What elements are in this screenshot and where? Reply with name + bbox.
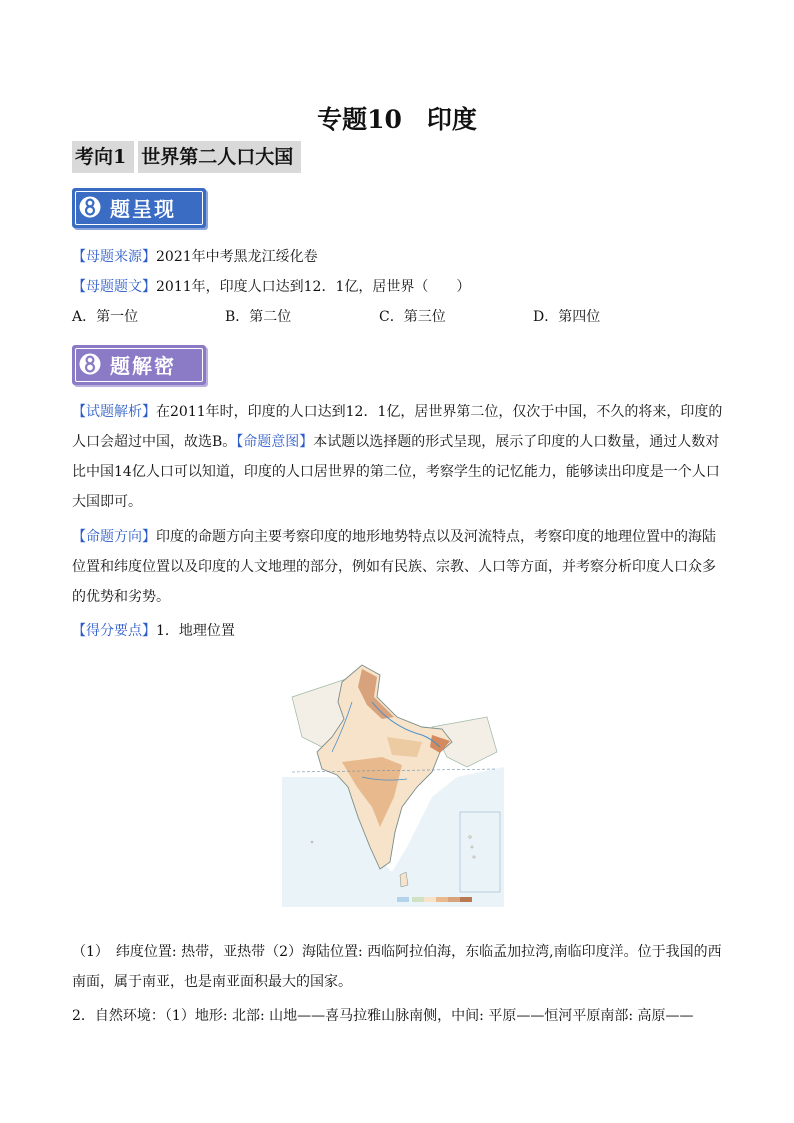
number-8-icon xyxy=(79,195,101,219)
direction-text: 印度的命题方向主要考察印度的地形地势特点以及河流特点，考察印度的地理位置中的海陆位置和纬度位置以及印度的人文地理的部分，例如有民族、宗教、人口等方面，并考察分析印度人口众多的优势和劣势。 xyxy=(72,529,716,605)
points-line xyxy=(72,616,724,646)
source-label: 【母题来源】 xyxy=(72,249,156,265)
analysis-badge xyxy=(72,345,206,385)
direction-paragraph xyxy=(72,522,724,612)
source-line xyxy=(72,242,724,272)
page-title: 专题10 印度 xyxy=(317,105,477,134)
option-a: A．第一位 xyxy=(72,309,139,325)
section-header xyxy=(72,141,301,173)
option-d: D．第四位 xyxy=(533,309,601,325)
badge-label: 题呈现 xyxy=(110,197,176,221)
question-line xyxy=(72,272,724,302)
badge-label: 题解密 xyxy=(110,354,176,378)
question-badge xyxy=(72,188,206,228)
points-label: 【得分要点】 xyxy=(72,623,156,639)
points-text: 1．地理位置 xyxy=(156,623,235,639)
intent-label: 【命题意图】 xyxy=(236,434,314,450)
location-paragraph: （1） 纬度位置: 热带，亚热带（2）海陆位置: 西临阿拉伯海，东临孟加拉湾,南临印度洋。位于我国的西南面，属于南亚，也是南亚面积最大的国家。 xyxy=(72,944,722,990)
analysis-label: 【试题解析】 xyxy=(72,404,156,420)
number-8-icon xyxy=(79,352,101,376)
section-title: 世界第二人口大国 xyxy=(138,141,301,173)
question-text: 2011年，印度人口达到12．1亿，居世界（ ） xyxy=(156,279,471,295)
direction-label: 【命题方向】 xyxy=(72,529,156,545)
source-text: 2021年中考黑龙江绥化卷 xyxy=(156,249,318,265)
india-topographic-map xyxy=(282,657,504,915)
option-b: B．第二位 xyxy=(225,309,292,325)
option-c: C．第三位 xyxy=(379,309,446,325)
nature-line: 2．自然环境：（1）地形: 北部: 山地——喜马拉雅山脉南侧，中间: 平原——恒河平原南部: 高原—— xyxy=(72,1008,694,1024)
section-label: 考向1 xyxy=(72,141,134,173)
analysis-text: 在2011年时，印度的人口达到12．1亿，居世界第二位，仅次于中国，不久的将来，印度的人口会超过中国，故选B。 xyxy=(72,404,723,450)
analysis-paragraph xyxy=(72,397,724,517)
intent-text: 本试题以选择题的形式呈现，展示了印度的人口数量，通过人数对比中国14亿人口可以知道，印度的人口居世界的第二位，考察学生的记忆能力，能够读出印度是一个人口大国即可。 xyxy=(72,434,720,510)
question-label: 【母题题文】 xyxy=(72,279,156,295)
options-row xyxy=(72,306,724,330)
